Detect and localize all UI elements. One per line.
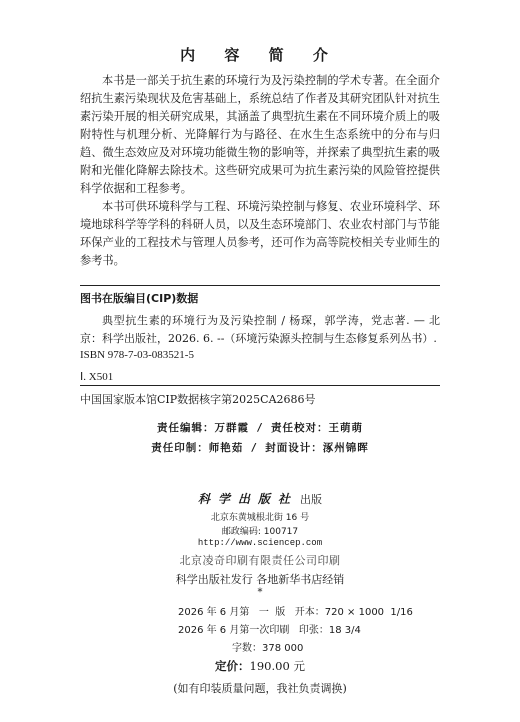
separator-star: *: [257, 587, 263, 598]
printing-line: 2026 年 6 月第一次印刷 印张：18 3/4: [178, 625, 361, 636]
cip-heading: 图书在版编目(CIP)数据: [80, 292, 199, 305]
publisher-logo: 科学出版社: [197, 492, 298, 506]
price-line: [0, 658, 520, 674]
cip-isbn: ISBN 978-7-03-083521-5: [80, 349, 194, 361]
publisher-action: 出版: [300, 493, 322, 506]
intro-paragraph-2: 本书可供环境科学与工程、环境污染控制与修复、农业环境科学、环境地球科学等学科的科研人员，以及生态环境部门、农业农村部门与节能环保产业的工程技术与管理人员参考，还可作为高等院校相关专业师生的参考书。: [80, 200, 440, 267]
word-count: 字数：378 000: [232, 643, 304, 654]
divider-bottom: [80, 385, 440, 386]
cip-description: 典型抗生素的环境行为及污染控制 / 杨琛，郭学涛，党志著. — 北京：科学出版社，2026. 6. --（环境污染源头控制与生态修复系列丛书）.: [80, 314, 440, 345]
printer-name: 北京凌奇印刷有限责任公司印刷: [179, 554, 341, 567]
staff-editors: 责任编辑：万群霞 / 责任校对：王萌萌: [157, 422, 363, 434]
intro-section: [80, 72, 440, 270]
distribution-info: 科学出版社发行 各地新华书店经销: [175, 573, 345, 586]
divider-top: [80, 285, 440, 286]
intro-paragraph-1: 本书是一部关于抗生素的环境行为及污染控制的学术专著。在全面介绍抗生素污染现状及危害基础上，系统总结了作者及其研究团队针对抗生素污染开展的相关研究成果，其涵盖了典型抗生素在不同环境介质上的吸附特性与机理分析、光降解行为与路径、在水生生态系统中的分布与归趋、微生态效应及对环境功能微生物的影响等，并探索了典型抗生素的吸附和光催化降解去除技术。这些研究成果可为抗生素污染的风险管控提供科学依据和工程参考。: [80, 74, 440, 195]
publisher-address: 北京东黄城根北街 16 号: [210, 513, 310, 523]
quality-notice: (如有印装质量问题，我社负责调换): [173, 682, 347, 695]
cip-classification: Ⅰ. X501: [80, 371, 114, 383]
cip-record-number: 中国国家版本馆CIP数据核字第2025CA2686号: [80, 393, 316, 406]
publisher-line: [0, 490, 520, 507]
edition-line: 2026 年 6 月第 一 版 开本：720 × 1000 1/16: [178, 607, 413, 618]
price-value: 190.00 元: [249, 659, 305, 673]
page-title: 内 容 简 介: [180, 46, 340, 64]
publisher-url: http://www.sciencep.com: [197, 538, 323, 548]
price-label: 定价：: [215, 659, 250, 673]
publisher-postcode: 邮政编码: 100717: [221, 527, 299, 537]
staff-production: 责任印制：师艳茹 / 封面设计：涿州锦晖: [151, 442, 369, 454]
